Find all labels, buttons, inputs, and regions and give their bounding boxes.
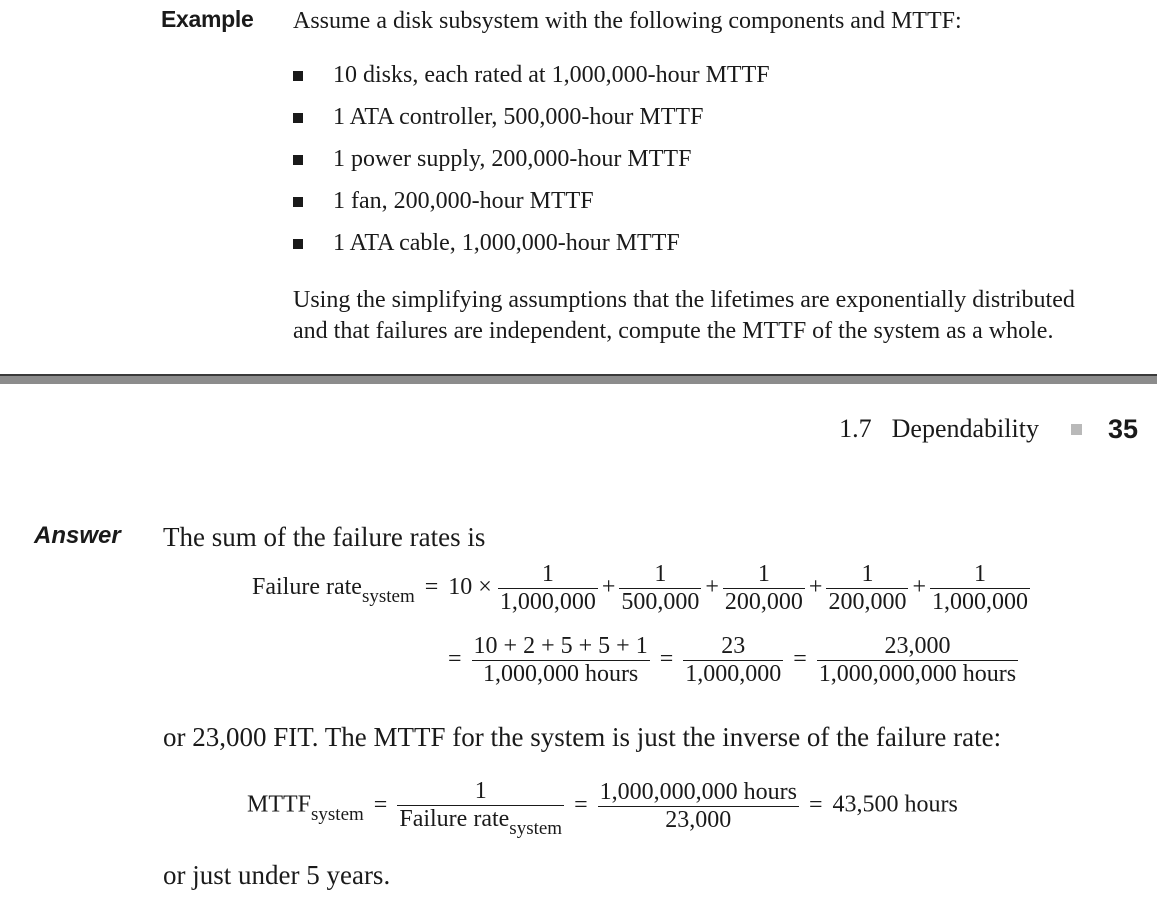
closing-paragraph: or just under 5 years. — [163, 860, 391, 890]
component-list — [293, 60, 770, 270]
numerator: 1 — [930, 561, 1030, 589]
bullet-square-icon — [293, 155, 303, 165]
bullet-square-icon — [293, 71, 303, 81]
eq-lhs-subscript: system — [361, 586, 415, 608]
fraction-term — [619, 561, 701, 616]
list-item — [293, 228, 770, 270]
denominator: 200,000 — [828, 589, 907, 615]
bullet-square-icon — [293, 239, 303, 249]
component-text: 1 power supply, 200,000-hour MTTF — [333, 146, 692, 172]
denominator: 1,000,000 hours — [482, 661, 639, 687]
fraction-term — [397, 778, 564, 839]
numerator: 1 — [619, 561, 701, 589]
failure-rate-simplification — [444, 633, 1018, 688]
example-intro: Assume a disk subsystem with the following components and MTTF: — [293, 8, 962, 34]
mttf-equation — [247, 778, 958, 839]
section-number: 1.7 — [839, 414, 872, 443]
fraction-term — [472, 633, 650, 688]
assumption-paragraph — [293, 285, 1153, 347]
denominator — [397, 806, 564, 839]
component-text: 1 fan, 200,000-hour MTTF — [333, 188, 594, 214]
list-item — [293, 144, 770, 186]
fit-paragraph: or 23,000 FIT. The MTTF for the system is just the inverse of the failure rate: — [163, 722, 1002, 752]
equals-sign: = — [659, 646, 674, 673]
plus-sign: + — [808, 574, 823, 601]
assumption-line: Using the simplifying assumptions that the lifetimes are exponentially distributed — [293, 287, 1075, 313]
fraction-term — [930, 561, 1030, 616]
list-item — [293, 186, 770, 228]
component-text: 1 ATA cable, 1,000,000-hour MTTF — [333, 230, 680, 256]
numerator: 1 — [826, 561, 908, 589]
equals-sign: = — [373, 791, 388, 818]
answer-intro: The sum of the failure rates is — [163, 522, 486, 552]
equals-sign: = — [448, 646, 462, 673]
list-item — [293, 60, 770, 102]
page-number: 35 — [1107, 414, 1138, 444]
numerator: 10 + 2 + 5 + 5 + 1 — [473, 633, 648, 659]
coefficient: 10 × — [448, 574, 492, 601]
bullet-square-icon — [293, 113, 303, 123]
eq-lhs: Failure rate — [252, 574, 362, 601]
denominator: 1,000,000 — [932, 589, 1029, 615]
list-item — [293, 102, 770, 144]
plus-sign: + — [705, 574, 719, 601]
eq-lhs-subscript: system — [311, 803, 364, 825]
denominator: 1,000,000 — [499, 589, 596, 615]
numerator: 1 — [723, 561, 805, 589]
plus-sign: + — [601, 574, 616, 601]
denominator: 23,000 — [665, 806, 732, 833]
eq-lhs: MTTF — [247, 791, 312, 818]
component-text: 1 ATA controller, 500,000-hour MTTF — [333, 104, 704, 130]
denominator: 200,000 — [724, 589, 803, 615]
failure-rate-equation — [252, 561, 1030, 616]
numerator: 1 — [397, 778, 564, 806]
numerator: 23,000 — [817, 633, 1018, 661]
fraction-term — [498, 561, 598, 616]
denominator-text: Failure rate — [399, 806, 510, 832]
fraction-term — [598, 779, 799, 834]
fraction-term — [817, 633, 1018, 688]
section-title: Dependability — [891, 414, 1039, 443]
answer-label: Answer — [34, 522, 121, 549]
assumption-line: and that failures are independent, compute the MTTF of the system as a whole. — [293, 318, 1054, 344]
fraction-term — [826, 561, 908, 616]
separator-square-icon — [1071, 424, 1082, 435]
plus-sign: + — [912, 574, 927, 601]
fraction-term — [723, 561, 805, 616]
equals-sign: = — [574, 791, 588, 818]
equals-sign: = — [808, 791, 823, 818]
example-label: Example — [161, 6, 254, 32]
component-text: 10 disks, each rated at 1,000,000-hour MTTF — [333, 62, 770, 88]
numerator: 23 — [683, 633, 783, 661]
equals-sign: = — [793, 646, 807, 673]
equals-sign: = — [424, 574, 439, 601]
bullet-square-icon — [293, 197, 303, 207]
denominator: 1,000,000 — [685, 661, 782, 687]
denominator: 1,000,000,000 hours — [818, 661, 1017, 687]
denominator: 500,000 — [621, 589, 700, 615]
page-divider-thick — [0, 376, 1157, 384]
numerator: 1 — [498, 561, 598, 589]
mttf-result: 43,500 hours — [832, 791, 958, 818]
running-head — [839, 410, 1138, 448]
denominator-subscript: system — [509, 818, 563, 839]
numerator: 1,000,000,000 hours — [599, 778, 797, 805]
fraction-term — [683, 633, 783, 688]
